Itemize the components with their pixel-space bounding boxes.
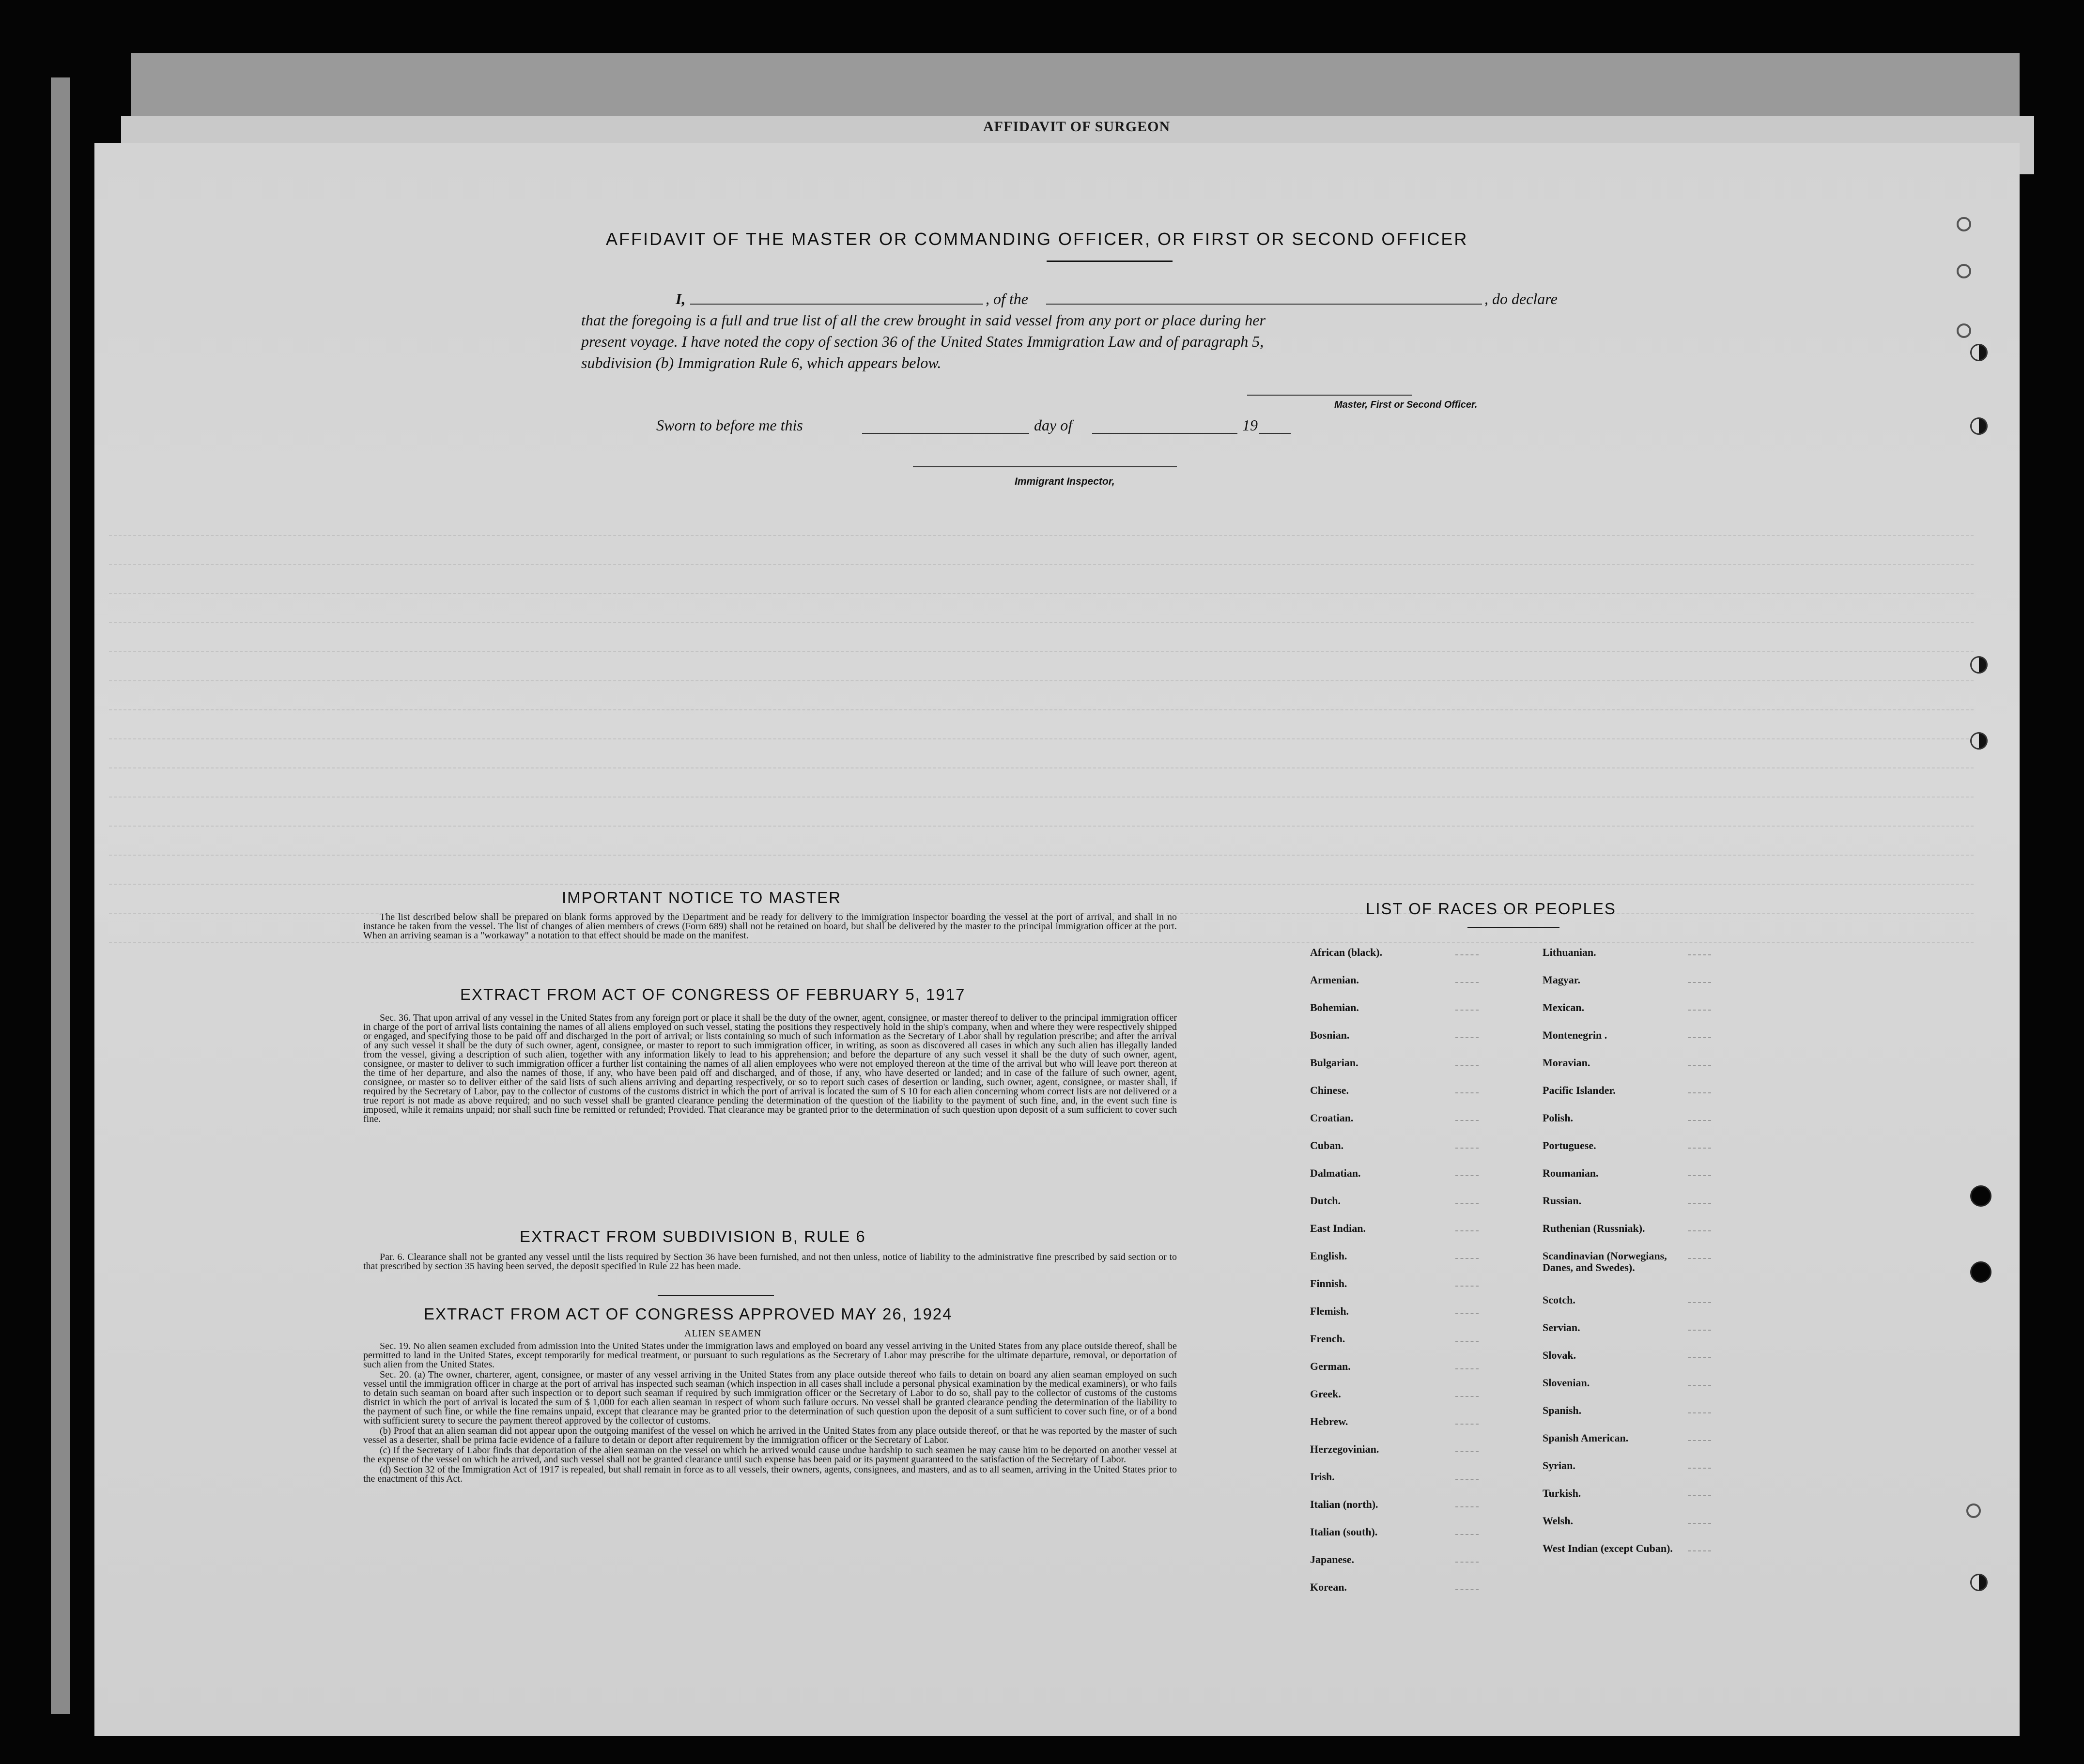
race-item: Spanish American. xyxy=(1543,1432,1629,1444)
bleed-line xyxy=(109,884,1974,886)
race-item: Portuguese. xyxy=(1543,1139,1596,1151)
name-blank xyxy=(690,304,983,305)
race-dash xyxy=(1455,1479,1479,1480)
race-dash xyxy=(1455,954,1479,955)
alien-seamen-subtitle: ALIEN SEAMEN xyxy=(684,1328,762,1339)
race-dash xyxy=(1688,1258,1711,1259)
race-dash xyxy=(1455,1148,1479,1149)
race-dash xyxy=(1688,1468,1711,1469)
race-item: West Indian (except Cuban). xyxy=(1543,1542,1673,1554)
affidavit-of-the: , of the xyxy=(986,290,1028,307)
race-dash xyxy=(1688,1037,1711,1038)
binder-hole xyxy=(1957,264,1971,278)
race-dash xyxy=(1688,954,1711,955)
race-item: Servian. xyxy=(1543,1321,1580,1334)
race-item: Irish. xyxy=(1310,1471,1335,1483)
signature-line xyxy=(1247,395,1412,396)
race-item: Cuban. xyxy=(1310,1139,1344,1151)
surgeon-heading: AFFIDAVIT OF SURGEON xyxy=(983,119,1171,135)
race-dash xyxy=(1455,1065,1479,1066)
race-item: Welsh. xyxy=(1543,1515,1573,1527)
race-item: Scotch. xyxy=(1543,1294,1575,1306)
binder-hole xyxy=(1957,217,1971,231)
binder-hole xyxy=(1966,1503,1981,1518)
race-item: Bosnian. xyxy=(1310,1029,1350,1041)
race-dash xyxy=(1455,1341,1479,1342)
race-dash xyxy=(1688,1440,1711,1441)
race-item: Moravian. xyxy=(1543,1057,1590,1069)
affidavit-title: AFFIDAVIT OF THE MASTER OR COMMANDING OFFICER, OR FIRST OR SECOND OFFICER xyxy=(606,229,1468,249)
extract-rule6-title: EXTRACT FROM SUBDIVISION B, RULE 6 xyxy=(520,1227,866,1245)
extract-1917-paragraph: Sec. 36. That upon arrival of any vessel in the United States from any foreign port or place it shall be the duty of the owner, agent, consignee, or master thereof to deliver to the principal immigration officer in charge of the port of arrival lists containing the names of all aliens employed on such vessel, stating the positions they respectively hold in the ship's company, when and where they were respectively shipped or engaged, and specifying those to be paid off and discharged in the port of arrival; or lists containing so much of such information as the Secretary of Labor shall by regulation prescribe; and after the arrival of any such vessel it shall be the duty of such owner, agent, consignee, or master to report to such immigration officer, in writing, as soon as discovered all cases in which any such alien has illegally landed from the vessel, giving a description of such alien, together with any information likely to lead to his apprehension; and before the departure of any such vessel it shall be the duty of such owner, agent, consignee, or master to deliver to such immigration officer a further list containing the names of all alien employees who were not employed thereon at the time of the arrival but who will leave port thereon at the time of her departure, and also the names of those, if any, who have been paid off and discharged, and of those, if any, who have deserted or landed; and in case of the failure of such owner, agent, consignee, or master so to deliver either of the said lists of such aliens arriving and departing respectively, or so to report such cases of desertion or landing, such owner, agent, consignee, or master shall, if required by the Secretary of Labor, pay to the collector of customs of the customs district in which the port of arrival is located the sum of $ 10 for each alien concerning whom correct lists are not delivered or a true report is not made as above required; and no such vessel shall be granted clearance pending the determination of the question of the liability to the payment of such fine, and, in the event such fine is imposed, while it remains unpaid; nor shall such fine be remitted or refunded; Provided. That clearance may be granted prior to the determination of such question upon deposit of a sum sufficient to cover such fine. xyxy=(363,1012,1177,1124)
extract-1924-text xyxy=(363,1342,1177,1485)
affidavit-line-2: that the foregoing is a full and true list of all the crew brought in said vessel from any port or place during her xyxy=(581,311,1266,329)
year-blank xyxy=(1259,433,1291,434)
sec-20c-paragraph: (c) If the Secretary of Labor finds that deportation of the alien seaman on the vessel on which he arrived would cause undue hardship to such seamen he may cause him to be deported on another vessel at the expense of the vessel on which he arrived, and such vessel shall not be granted clearance until such expense has been paid or its payment guaranteed to the satisfaction of the Secretary of Labor. xyxy=(363,1445,1177,1465)
race-dash xyxy=(1688,1120,1711,1121)
race-dash xyxy=(1455,1368,1479,1369)
race-dash xyxy=(1688,1550,1711,1551)
race-item: Lithuanian. xyxy=(1543,946,1596,958)
bleed-line xyxy=(109,535,1974,537)
bleed-line xyxy=(109,797,1974,798)
race-item: Roumanian. xyxy=(1543,1167,1599,1179)
binder-hole xyxy=(1970,656,1988,674)
race-dash xyxy=(1455,1286,1479,1287)
sworn-line xyxy=(656,416,1407,438)
extract-1917-text xyxy=(363,1013,1177,1125)
extract-1924-title: EXTRACT FROM ACT OF CONGRESS APPROVED MAY 26, 1924 xyxy=(424,1305,953,1323)
notice-paragraph: The list described below shall be prepared on blank forms approved by the Department and be ready for delivery to the immigration inspector boarding the vessel at the port of arrival, and shall in no instance be taken from the vessel. The list of changes of alien members of crews (Form 689) shall not be retained on board, but shall be delivered by the master to the principal immigration officer at the port. When an arriving seaman is a "workaway" a notation to that effect should be made on the manifest. xyxy=(363,912,1177,941)
race-item: Spanish. xyxy=(1543,1404,1582,1416)
day-blank xyxy=(862,433,1029,434)
race-dash xyxy=(1688,1148,1711,1149)
race-item: Scandinavian (Norwegians, Danes, and Swedes). xyxy=(1543,1250,1667,1273)
race-dash xyxy=(1455,1092,1479,1093)
race-dash xyxy=(1455,982,1479,983)
race-dash xyxy=(1455,1313,1479,1314)
race-dash xyxy=(1688,1302,1711,1303)
bleed-line xyxy=(109,738,1974,740)
race-item: Herzegovinian. xyxy=(1310,1443,1379,1455)
extract-rule6-paragraph: Par. 6. Clearance shall not be granted any vessel until the lists required by Section 36 have been furnished, and not then unless, notice of liability to the administrative fine prescribed by said section or to that prescribed by section 35 having been served, the deposit specified in Rule 22 has been made. xyxy=(363,1252,1177,1272)
race-item: East Indian. xyxy=(1310,1222,1366,1234)
sec-20b-paragraph: (b) Proof that an alien seaman did not appear upon the outgoing manifest of the vessel on which he arrived in the United States from any place outside thereof, or that he was reported by the master of such vessel as a deserter, shall be prima facie evidence of a failure to detain or deport after requirement by the immigration officer or the Secretary of Labor. xyxy=(363,1426,1177,1445)
race-dash xyxy=(1455,1589,1479,1590)
race-dash xyxy=(1688,1175,1711,1176)
race-dash xyxy=(1688,1412,1711,1413)
race-dash xyxy=(1688,1523,1711,1524)
race-dash xyxy=(1688,1230,1711,1231)
signature-label: Master, First or Second Officer. xyxy=(1334,399,1478,410)
bleed-line xyxy=(109,767,1974,769)
race-dash xyxy=(1455,1120,1479,1121)
race-dash xyxy=(1455,1562,1479,1563)
race-item: Croatian. xyxy=(1310,1112,1354,1124)
sec-19-paragraph: Sec. 19. No alien seamen excluded from admission into the United States under the immigration laws and employed on board any vessel arriving in the United States from any place outside thereof, shall be permitted to land in the United States, except temporarily for medical treatment, or pursuant to such regulations as the Secretary of Labor may prescribe for the ultimate departure, removal, or deportation of such alien from the United States. xyxy=(363,1341,1177,1370)
sec-20a-paragraph: Sec. 20. (a) The owner, charterer, agent, consignee, or master of any vessel arriving in the United States from any place outside thereof who fails to detain on board any alien seaman employed on such vessel until the immigration officer in charge at the port of arrival has inspected such seaman (which inspection in all cases shall include a personal physical examination by the medical examiners), or who fails to detain such seaman on board after such inspection or to deport such seaman if required by such immigration officer or the Secretary of Labor to do so, shall pay to the collector of customs of the customs district in which the port of arrival is located the sum of $ 1,000 for each alien seaman in respect of whom such failure occurs. No vessel shall be granted clearance pending the determination of the liability to the payment of such fine, or while the fine remains unpaid, except that clearance may be granted prior to the determination of such question upon the deposit of a sum sufficient to cover such fine, or of a bond with sufficient surety to secure the payment thereof approved by the collector of customs. xyxy=(363,1369,1177,1426)
vessel-blank xyxy=(1046,304,1482,305)
race-dash xyxy=(1455,1230,1479,1231)
race-item: Japanese. xyxy=(1310,1553,1355,1565)
race-dash xyxy=(1688,1203,1711,1204)
race-dash xyxy=(1455,1037,1479,1038)
rule6-rule xyxy=(658,1295,774,1296)
race-item: Slovenian. xyxy=(1543,1377,1590,1389)
race-dash xyxy=(1688,1385,1711,1386)
inspector-label: Immigrant Inspector, xyxy=(1015,476,1115,487)
race-item: Chinese. xyxy=(1310,1084,1349,1096)
race-dash xyxy=(1688,1330,1711,1331)
bleed-line xyxy=(109,942,1974,944)
race-item: Ruthenian (Russniak). xyxy=(1543,1222,1645,1234)
bleed-line xyxy=(109,622,1974,624)
races-rule xyxy=(1467,927,1559,928)
binder-hole xyxy=(1970,732,1988,750)
affidavit-line-4: subdivision (b) Immigration Rule 6, which appears below. xyxy=(581,354,942,371)
race-item: Armenian. xyxy=(1310,974,1359,986)
binder-hole xyxy=(1970,417,1988,435)
races-title: LIST OF RACES OR PEOPLES xyxy=(1366,900,1616,918)
bleed-line xyxy=(109,709,1974,711)
binder-hole xyxy=(1970,1185,1991,1207)
page-edge xyxy=(51,77,70,1714)
race-item: Mexican. xyxy=(1543,1001,1585,1013)
inspector-line xyxy=(913,466,1177,467)
binder-hole xyxy=(1957,323,1971,338)
race-dash xyxy=(1688,1010,1711,1011)
extract-1917-title: EXTRACT FROM ACT OF CONGRESS OF FEBRUARY 5, 1917 xyxy=(460,985,966,1003)
race-dash xyxy=(1688,1065,1711,1066)
bleed-line xyxy=(109,826,1974,828)
sworn-prefix: Sworn to before me this xyxy=(656,416,803,434)
race-item: Polish. xyxy=(1543,1112,1573,1124)
binder-hole xyxy=(1970,1261,1991,1283)
affidavit-i: I, xyxy=(676,290,686,307)
race-item: French. xyxy=(1310,1333,1345,1345)
bleed-line xyxy=(109,855,1974,857)
race-item: Italian (south). xyxy=(1310,1526,1378,1538)
race-item: Pacific Islander. xyxy=(1543,1084,1616,1096)
race-item: Turkish. xyxy=(1543,1487,1581,1499)
race-dash xyxy=(1455,1203,1479,1204)
bleed-line xyxy=(109,651,1974,653)
race-dash xyxy=(1688,1357,1711,1358)
extract-rule6-text xyxy=(363,1253,1177,1272)
race-item: African (black). xyxy=(1310,946,1383,958)
race-item: Bohemian. xyxy=(1310,1001,1359,1013)
race-dash xyxy=(1688,1092,1711,1093)
race-dash xyxy=(1455,1424,1479,1425)
sworn-year: 19 xyxy=(1242,416,1258,434)
affidavit-line-3: present voyage. I have noted the copy of section 36 of the United States Immigration Law and of paragraph 5, xyxy=(581,333,1264,350)
affidavit-line-1 xyxy=(581,288,1603,309)
notice-title: IMPORTANT NOTICE TO MASTER xyxy=(562,889,842,906)
race-dash xyxy=(1455,1506,1479,1507)
race-item: Bulgarian. xyxy=(1310,1057,1358,1069)
race-item: English. xyxy=(1310,1250,1347,1262)
race-item: Russian. xyxy=(1543,1195,1582,1207)
race-item: Flemish. xyxy=(1310,1305,1349,1317)
race-item: Syrian. xyxy=(1543,1459,1575,1472)
race-item: Italian (north). xyxy=(1310,1498,1378,1510)
race-item: Montenegrin . xyxy=(1543,1029,1607,1041)
month-blank xyxy=(1092,433,1237,434)
binder-hole xyxy=(1970,344,1988,361)
race-item: Magyar. xyxy=(1543,974,1581,986)
race-item: Korean. xyxy=(1310,1581,1347,1593)
bleed-line xyxy=(109,593,1974,595)
race-item: German. xyxy=(1310,1360,1351,1372)
document-sheet xyxy=(94,143,2020,1736)
race-item: Dalmatian. xyxy=(1310,1167,1361,1179)
race-dash xyxy=(1455,1258,1479,1259)
bleed-line xyxy=(109,680,1974,682)
binder-hole xyxy=(1970,1574,1988,1591)
affidavit-body xyxy=(581,288,1603,373)
affidavit-declare: , do declare xyxy=(1484,290,1558,307)
race-dash xyxy=(1688,1495,1711,1496)
race-item: Dutch. xyxy=(1310,1195,1341,1207)
race-item: Slovak. xyxy=(1543,1349,1576,1361)
title-rule xyxy=(1047,261,1173,262)
notice-text xyxy=(363,913,1177,941)
race-dash xyxy=(1455,1010,1479,1011)
race-dash xyxy=(1455,1175,1479,1176)
race-item: Finnish. xyxy=(1310,1277,1347,1289)
race-dash xyxy=(1455,1534,1479,1535)
race-item: Greek. xyxy=(1310,1388,1341,1400)
race-item: Hebrew. xyxy=(1310,1415,1348,1427)
race-dash xyxy=(1688,982,1711,983)
bleed-line xyxy=(109,564,1974,566)
race-dash xyxy=(1455,1396,1479,1397)
race-dash xyxy=(1455,1451,1479,1452)
sworn-day-of: day of xyxy=(1034,416,1073,434)
sec-20d-paragraph: (d) Section 32 of the Immigration Act of 1917 is repealed, but shall remain in force as to all vessels, their owners, agents, consignees, and masters, and as to all seamen, arriving in the United States prior to the enactment of this Act. xyxy=(363,1464,1177,1484)
